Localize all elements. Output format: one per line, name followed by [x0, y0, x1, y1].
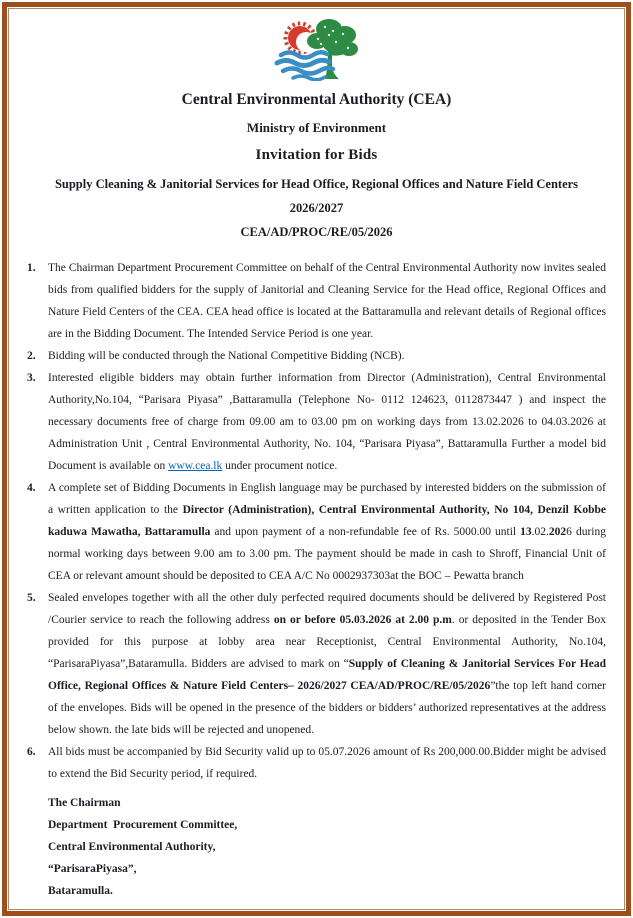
clause-3 [27, 367, 606, 477]
bid-subject: Supply Cleaning & Janitorial Services for Head Office, Regional Offices and Nature Field Centers [54, 177, 579, 191]
logo-container [27, 17, 606, 83]
clause-text: Interested eligible bidders may obtain further information from Director (Administration), Central Environmental Authority,No.104, “Parisara Piyasa” ,Battaramulla (Telephone No- 0112 124623, 0112873447 ) and inspect the necessary documents free of charge from 09.00 am to 03.00 pm on working days from 13.02.2026 to 04.03.2026 at Administration Unit , Central Environmental Authority, No. 104, “Parisara Piyasa”, Battaramulla Further a model bid Document is available on www.cea.lk under procument notice. [48, 372, 606, 472]
clause-number: 1. [27, 262, 36, 274]
numbered-clauses [27, 257, 606, 785]
document-title: Invitation for Bids [255, 147, 378, 163]
clause-5 [27, 587, 606, 741]
signature-block [27, 792, 606, 902]
clause-text: All bids must be accompanied by Bid Security valid up to 05.07.2026 amount of Rs 200,000.00.Bidder might be advised to extend the Bid Security period, if required. [48, 746, 606, 780]
waves-icon [277, 52, 333, 80]
page-border-inner-line [8, 8, 625, 910]
cea-logo [273, 17, 361, 81]
clause-6 [27, 741, 606, 785]
clause-number: 3. [27, 372, 36, 384]
clause-4 [27, 477, 606, 587]
cea-website-link[interactable]: www.cea.lk [168, 460, 223, 472]
clause-text: The Chairman Department Procurement Committee on behalf of the Central Environmental Authority now invites sealed bids from qualified bidders for the supply of Janitorial and Cleaning Service for the Head office, Regional Offices and Nature Field Centers of the CEA. CEA head office is located at the Battaramulla and relevant details of Regional offices are in the Bidding Document. The Intended Service Period is one year. [48, 262, 606, 340]
ministry-title: Ministry of Environment [246, 120, 387, 135]
document-page [9, 9, 624, 909]
org-title: Central Environmental Authority (CEA) [181, 91, 452, 108]
clause-text: Bidding will be conducted through the National Competitive Bidding (NCB). [48, 350, 405, 362]
clause-text: Sealed envelopes together with all the other duly perfected required documents should be delivered by Registered Post /Courier service to reach the following address on or before 05.03.2026 at 2.00 p.m. or deposited in the Tender Box provided for this purpose at lobby area near Receptionist, Central Environmental Authority, No.104, “ParisaraPiyasa”,Bataramulla. Bidders are advised to mark on “Supply of Cleaning & Janitorial Services For Head Office, Regional Offices & Nature Field Centers– 2026/2027 CEA/AD/PROC/RE/05/2026”the top left hand corner of the envelopes. Bids will be opened in the presence of the bidders or bidders’ authorized representatives at the address below shown. the late bids will be rejected and unopened. [48, 592, 607, 736]
bid-period: 2026/2027 [289, 201, 344, 215]
page-border-frame [2, 2, 631, 916]
clause-text: A complete set of Bidding Documents in English language may be purchased by interested bidders on the submission of a written application to the Director (Administration), Central Environmental Authority, No 104, Denzil Kobbe kaduwa Mawatha, Battaramulla and upon payment of a non-refundable fee of Rs. 5000.00 until 13.02.2026 during normal working days between 9.00 am to 3.00 pm. The payment should be made in cash to Shroff, Financial Unit of CEA or relevant amount should be deposited to CEA A/C No 0002937303at the BOC – Pewatta branch [48, 482, 606, 582]
signature-role: The Chairman [48, 797, 121, 809]
signature-city: Bataramulla. [48, 885, 113, 897]
clause-number: 2. [27, 350, 36, 362]
clause-number: 5. [27, 592, 36, 604]
signature-committee: Department Procurement Committee, [48, 819, 238, 831]
clause-number: 4. [27, 482, 36, 494]
clause-1 [27, 257, 606, 345]
signature-building: “ParisaraPiyasa”, [48, 863, 137, 875]
signature-organization: Central Environmental Authority, [48, 841, 216, 853]
clause-2 [27, 345, 606, 367]
clause-number: 6. [27, 746, 36, 758]
bid-reference-number: CEA/AD/PROC/RE/05/2026 [240, 225, 393, 239]
